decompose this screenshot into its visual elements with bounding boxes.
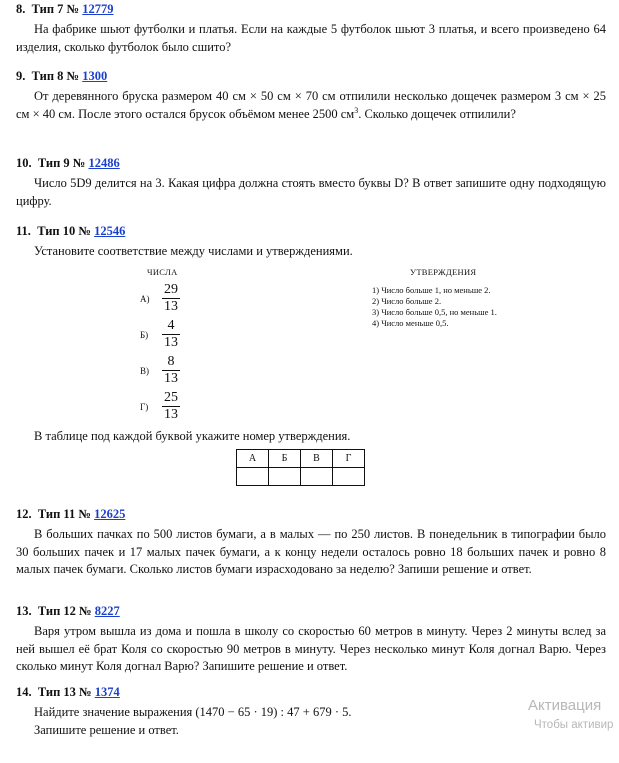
fraction-a: А) $\frac{29}{13}$: [140, 282, 178, 314]
task-11-text: Установите соответствие между числами и утверждениями.: [34, 244, 353, 258]
task-9-header: 9. Тип 8 № 1300: [16, 69, 108, 83]
statement-item: 4) Число меньше 0,5.: [372, 318, 449, 328]
task-9: [16, 69, 606, 123]
fraction-b: Б) $\frac{4}{13}$: [140, 318, 178, 350]
task-10-text: Число 5D9 делится на 3. Какая цифра должна стоять вместо буквы D? В ответ запишите одну подходящую цифру.: [16, 176, 606, 208]
task-11-header: 11. Тип 10 № 12546: [16, 224, 126, 238]
answer-header-cell: Г: [333, 450, 365, 468]
task-10-link[interactable]: 12486: [88, 156, 120, 170]
task-13-header: 13. Тип 12 № 8227: [16, 604, 120, 618]
fraction-g: Г) $\frac{25}{13}$: [140, 390, 178, 422]
task-8-text: На фабрике шьют футболки и платья. Если на каждые 5 футболок шьют 3 платья, и всего произведено 64 изделия, сколько футболок было сшито?: [16, 22, 606, 54]
fraction-v: В) $\frac{8}{13}$: [140, 354, 178, 386]
task-9-link[interactable]: 1300: [82, 69, 108, 83]
answer-header-cell: Б: [269, 450, 301, 468]
answer-header-cell: В: [301, 450, 333, 468]
task-14-line-2: Запишите решение и ответ.: [34, 722, 179, 737]
task-10-header: 10. Тип 9 № 12486: [16, 156, 120, 170]
task-9-text: От деревянного бруска размером 40 см × 50 см × 70 см отпилили несколько дощечек размером 3 см × 25 см × 40 см. После этого остался брусок объёмом менее 2500 $см^3$. Сколько дощечек отпилили?: [16, 89, 606, 121]
statement-item: 3) Число больше 0,5, но меньше 1.: [372, 307, 497, 317]
statement-item: 2) Число больше 2.: [372, 296, 442, 306]
task-12-link[interactable]: 12625: [94, 507, 126, 521]
task-8-header: 8. Тип 7 № 12779: [16, 2, 114, 16]
task-13-link[interactable]: 8227: [94, 604, 120, 618]
answer-cell[interactable]: [269, 468, 301, 486]
statement-item: 1) Число больше 1, но меньше 2.: [372, 285, 491, 295]
task-11: [16, 224, 606, 261]
task-11-instruction: В таблице под каждой буквой укажите номер утверждения.: [34, 429, 351, 443]
task-14-line-1: Найдите значение выражения (1470 − 65 · 19) : 47 + 679 · 5.: [34, 705, 352, 719]
answer-table-row: [237, 468, 365, 486]
task-11-link[interactable]: 12546: [94, 224, 126, 238]
task-14: [16, 685, 606, 739]
task-13-text: Варя утром вышла из дома и пошла в школу со скоростью 60 метров в минуту. Через 2 минуты вслед за ней вышел её брат Коля со скоростью 90 метров в минуту. Через несколько минут Коля догнал Варю. Через сколько минут Коля догнал Варю? Запишите решение и ответ.: [16, 624, 606, 673]
activation-watermark-subtitle: Чтобы активир: [534, 719, 614, 731]
answer-cell[interactable]: [301, 468, 333, 486]
task-12-header: 12. Тип 11 № 12625: [16, 507, 126, 521]
task-12: [16, 507, 606, 579]
answer-table: [236, 449, 365, 486]
activation-watermark-title: Активация: [528, 697, 602, 714]
answer-header-cell: А: [237, 450, 269, 468]
task-13: [16, 604, 606, 676]
statements-column-title: УТВЕРЖДЕНИЯ: [410, 267, 477, 277]
task-14-link[interactable]: 1374: [94, 685, 120, 699]
answer-cell[interactable]: [333, 468, 365, 486]
answer-table-header: [237, 450, 365, 468]
statements-list: [372, 285, 497, 329]
answer-cell[interactable]: [237, 468, 269, 486]
task-14-header: 14. Тип 13 № 1374: [16, 685, 120, 699]
task-8-link[interactable]: 12779: [82, 2, 114, 16]
task-10: [16, 156, 606, 210]
task-12-text: В больших пачках по 500 листов бумаги, а в малых — по 250 листов. В понедельник в типографии было 30 больших пачек и 17 малых пачек бумаги, а к концу недели осталось ровно 18 больших пачек и ровно 8 малых пачек бумаги. Сколько листов бумаги израсходовано за неделю? Запиши решение и ответ.: [16, 527, 606, 576]
task-8: [16, 2, 606, 56]
numbers-column-title: ЧИСЛА: [147, 267, 178, 277]
